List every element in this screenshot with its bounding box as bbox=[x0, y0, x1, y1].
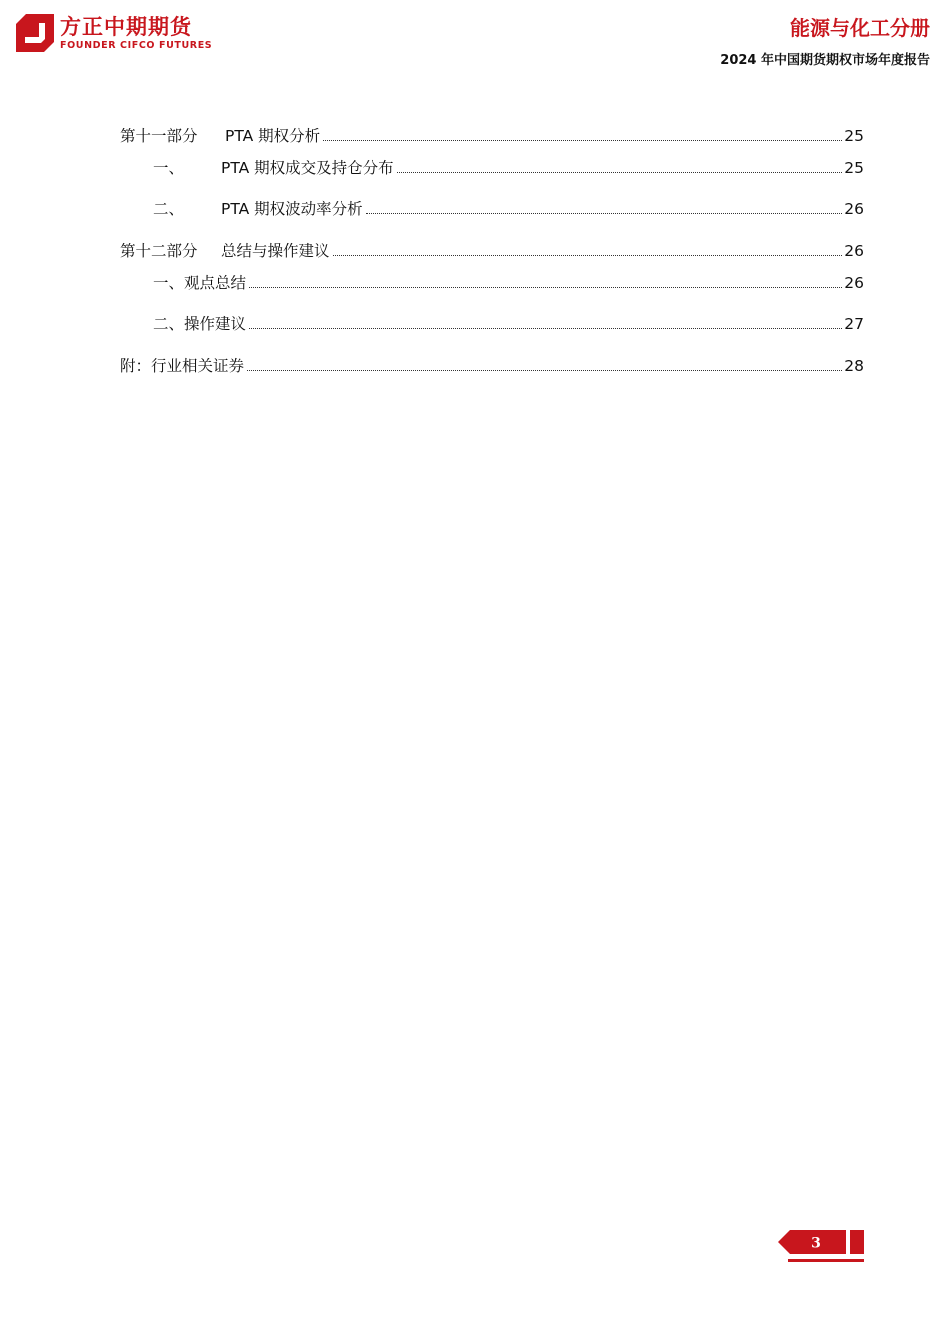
series-title: 能源与化工分册 bbox=[790, 16, 930, 40]
toc-entry-label: PTA 期权分析 bbox=[225, 127, 321, 145]
toc-entry-page: 26 bbox=[844, 200, 864, 218]
toc-entry-number: 一、 bbox=[153, 274, 185, 292]
toc-entry-page: 25 bbox=[844, 159, 864, 177]
page-badge-bar bbox=[850, 1230, 864, 1254]
toc-entry-number: 附： bbox=[120, 357, 152, 375]
toc-entry-page: 27 bbox=[844, 315, 864, 333]
toc-entry[interactable] bbox=[120, 269, 864, 293]
logo-english-name: FOUNDER CIFCO FUTURES bbox=[60, 40, 213, 51]
toc-entry-label: PTA 期权波动率分析 bbox=[221, 200, 363, 218]
header-right bbox=[720, 14, 930, 70]
toc-entry-number: 第十一部分 bbox=[120, 127, 198, 145]
toc-entry-number: 二、 bbox=[153, 315, 185, 333]
toc-entry-label: 总结与操作建议 bbox=[221, 242, 330, 260]
toc-entry[interactable] bbox=[120, 122, 864, 146]
page-number: 3 bbox=[811, 1235, 821, 1252]
toc-entry-label: 操作建议 bbox=[184, 315, 247, 333]
toc-entry-number: 一、 bbox=[153, 159, 185, 177]
page-badge-underline bbox=[788, 1259, 864, 1262]
toc-leader-dots bbox=[397, 172, 843, 173]
toc-entry[interactable] bbox=[120, 154, 864, 178]
report-title: 2024 年中国期货期权市场年度报告 bbox=[720, 53, 930, 68]
toc-leader-dots bbox=[247, 370, 842, 371]
logo-chinese-name: 方正中期期货 bbox=[60, 15, 192, 39]
toc-entry[interactable] bbox=[120, 237, 864, 261]
toc-leader-dots bbox=[249, 328, 842, 329]
toc-leader-dots bbox=[323, 140, 842, 141]
toc-entry-page: 25 bbox=[844, 127, 864, 145]
toc-entry-label: 观点总结 bbox=[184, 274, 247, 292]
toc-entry-page: 26 bbox=[844, 274, 864, 292]
toc-leader-dots bbox=[366, 213, 843, 214]
toc-leader-dots bbox=[249, 287, 842, 288]
toc-entry-page: 26 bbox=[844, 242, 864, 260]
company-logo bbox=[16, 14, 212, 52]
toc-entry[interactable] bbox=[120, 195, 864, 219]
toc-entry-number: 二、 bbox=[153, 200, 185, 218]
toc-entry-page: 28 bbox=[844, 357, 864, 375]
toc-entry[interactable] bbox=[120, 310, 864, 334]
toc-leader-dots bbox=[333, 255, 843, 256]
page-number-badge bbox=[776, 1228, 866, 1266]
toc-entry-label: PTA 期权成交及持仓分布 bbox=[221, 159, 394, 177]
logo-mark-icon bbox=[16, 14, 54, 52]
toc-entry-number: 第十二部分 bbox=[120, 242, 198, 260]
toc-entry[interactable] bbox=[120, 352, 864, 376]
toc-entry-label: 行业相关证券 bbox=[151, 357, 245, 375]
